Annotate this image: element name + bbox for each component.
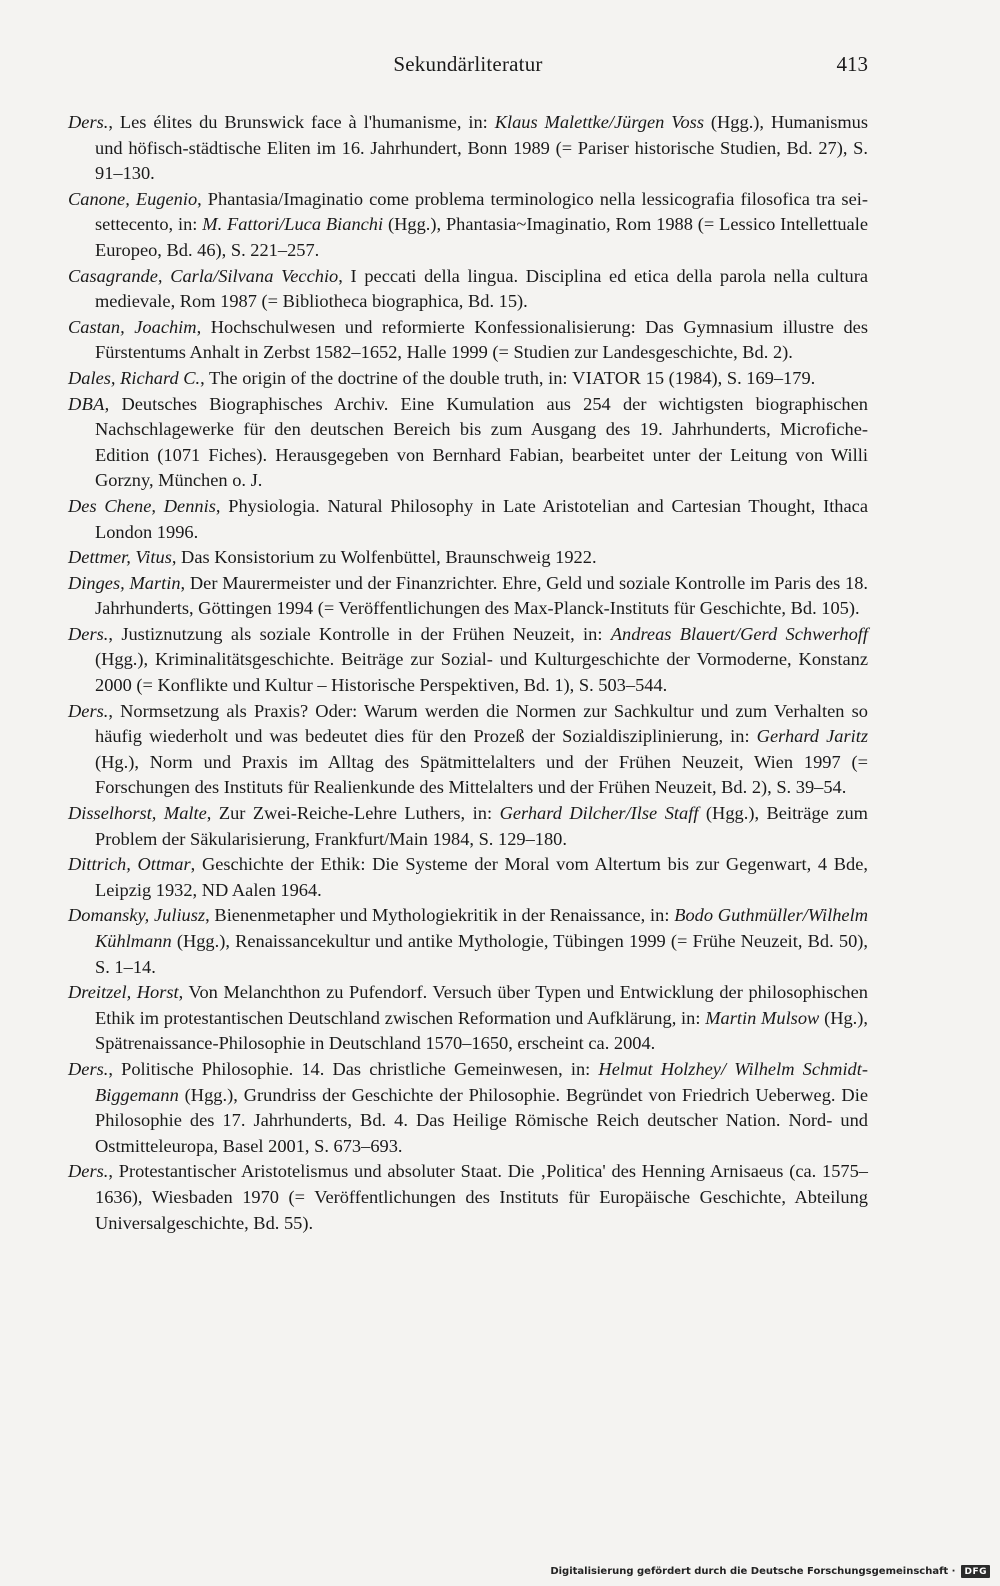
entry-text: , The origin of the doctrine of the double truth, in: [200,367,573,388]
footer-credit [550,1565,990,1578]
entry-text: , Normsetzung als Praxis? Oder: Warum werden die Normen zur Sachkultur und zum Verhalten so häufig wiederholt und was bedeutet dies für den Prozeß der Sozialdisziplinierung, in: [95,700,868,747]
entry-text: , Deutsches Biographisches Archiv. Eine Kumulation aus 254 der wichtigsten biographischen Nachschlagewerke für den deutschen Bereich bis zum Ausgang des 19. Jahrhunderts, Microfiche-Edition (1071 Fiches). Herausgegeben von Bernhard Fabian, bearbeitet unter der Leitung von Willi Gorzny, München o. J. [95,393,868,491]
entry-text: , Bienenmetapher und Mythologiekritik in der Renaissance, in: [205,905,675,926]
entry-author: Disselhorst, Malte [68,803,207,824]
bibliography-entry [68,392,868,494]
entry-text: (Hgg.), Beiträge zum Problem der Säkularisierung, Frankfurt/Main 1984, S. 129–180. [95,803,868,849]
entry-text: , Von Melanchthon zu Pufendorf. Versuch über Typen und Entwicklung der philosophischen Ethik im protestantischen Deutschland zwischen Reformation und Aufklärung, in: [95,982,868,1028]
entry-author: Dettmer, Vitus [68,547,172,568]
bibliography-entry [68,1159,868,1236]
entry-text: (Hgg.), Grundriss der Geschichte der Philosophie. Begründet von Friedrich Ueberweg. Die Philosophie des 17. Jahrhunderts, Bd. 4. Das Heilige Römische Reich deutscher Nation. Nord- und Ostmitteleuropa, Basel 2001, S. 673–693. [95,1084,868,1156]
bibliography-entry [68,571,868,622]
page-number: 413 [836,52,868,76]
bibliography-list [68,110,868,1236]
entry-author: Casagrande, Carla/Silvana Vecchio [68,265,339,286]
bibliography-entry [68,315,868,366]
entry-text: , I peccati della lingua. Disciplina ed etica della parola nella cultura medievale, Rom 1987 (= Bibliotheca biographica, Bd. 15). [95,265,869,312]
dfg-logo-icon: DFG [961,1565,990,1578]
entry-text: , Das Konsistorium zu Wolfenbüttel, Braunschweig 1922. [171,547,597,568]
entry-text: , Les élites du Brunswick face à l'humanisme, in: [108,112,495,132]
entry-author: Helmut Holzhey/ Wilhelm Schmidt-Biggemann [95,1058,868,1105]
entry-text: , Physiologia. Natural Philosophy in Late Aristotelian and Cartesian Thought, Ithaca London 1996. [95,495,868,542]
entry-author: Ders. [68,1161,109,1182]
entry-author: Gerhard Dilcher/Ilse Staff [499,803,699,824]
bibliography-entry [68,264,868,315]
entry-text: , Der Maurermeister und der Finanzrichter. Ehre, Geld und soziale Kontrolle im Paris des 18. Jahrhunderts, Göttingen 1994 (= Veröffentlichungen des Max-Planck-Instituts für Geschichte, Bd. 105). [95,572,868,619]
entry-text: (Hg.), Spätrenaissance-Philosophie in Deutschland 1570–1650, erscheint ca. 2004. [95,1007,868,1054]
entry-text: (Hgg.), Renaissancekultur und antike Mythologie, Tübingen 1999 (= Frühe Neuzeit, Bd. 50), S. 1–14. [95,931,868,977]
entry-author: Ders. [68,623,109,644]
entry-text: (Hg.), Norm und Praxis im Alltag des Spätmittelalters und der Frühen Neuzeit, Wien 1997 (= Forschungen des Instituts für Realienkunde des Mittelalters und der Frühen Neuzeit, Bd. 2), S. 39–54. [95,751,868,798]
entry-author: Martin Mulsow [705,1007,820,1028]
entry-author: DBA [68,393,105,414]
bibliography-entry [68,494,868,545]
entry-author: Dittrich, Ottmar [68,854,191,875]
entry-author: Andreas Blauert/Gerd Schwerhoff [610,623,868,644]
entry-text: , Geschichte der Ethik: Die Systeme der Moral vom Altertum bis zur Gegenwart, 4 Bde, Leipzig 1932, ND Aalen 1964. [95,854,868,900]
entry-text: , Hochschulwesen und reformierte Konfessionalisierung: Das Gymnasium illustre des Fürstentums Anhalt in Zerbst 1582–1652, Halle 1999 (= Studien zur Landesgeschichte, Bd. 2). [95,316,868,363]
entry-author: Ders. [68,1058,109,1079]
entry-author: Castan, Joachim [68,316,197,337]
entry-author: M. Fattori/Luca Bianchi [202,214,384,235]
entry-text: , Protestantischer Aristotelismus und absoluter Staat. Die ‚Politica' des Henning Arnisaeus (ca. 1575–1636), Wiesbaden 1970 (= Veröffentlichungen des Instituts für Europäische Geschichte, Abteilung Universalgeschichte, Bd. 55). [95,1161,868,1233]
bibliography-entry [68,110,868,187]
bibliography-entry [68,622,868,699]
entry-text: (Hgg.), Phantasia~Imaginatio, Rom 1988 (= Lessico Intellettuale Europeo, Bd. 46), S. 221–257. [95,214,868,260]
entry-author: Canone, Eugenio [68,188,198,209]
entry-author: Dinges, Martin [68,572,181,593]
entry-text: , Justiznutzung als soziale Kontrolle in der Frühen Neuzeit, in: [108,623,611,644]
bibliography-entry [68,852,868,903]
bibliography-entry [68,366,868,392]
entry-author: Bodo Guthmüller/Wilhelm Kühlmann [95,905,868,951]
bibliography-entry [68,801,868,852]
bibliography-entry [68,1057,868,1159]
running-head: Sekundärliteratur [393,52,543,76]
entry-text: , Phantasia/Imaginatio come problema terminologico nella lessicografia filosofica tra sei-settecento, in: [95,188,868,235]
page-header [68,52,868,86]
bibliography-entry [68,187,868,264]
bibliography-entry [68,545,868,571]
entry-author: Dreitzel, Horst [68,982,179,1003]
entry-text: , Politische Philosophie. 14. Das christliche Gemeinwesen, in: [108,1058,599,1079]
bibliography-entry [68,980,868,1057]
entry-author: Ders. [68,700,109,721]
footer-text: Digitalisierung gefördert durch die Deutsche Forschungsgemeinschaft · [550,1566,956,1577]
entry-author: Des Chene, Dennis [68,495,216,516]
entry-author: Dales, Richard C. [68,367,201,388]
entry-author: Domansky, Juliusz [68,905,206,926]
entry-author: Klaus Malettke/Jürgen Voss [494,112,704,132]
entry-text: 15 (1984), S. 169–179. [641,367,816,388]
entry-text: (Hgg.), Humanismus und höfisch-städtische Eliten im 16. Jahrhundert, Bonn 1989 (= Pariser historische Studien, Bd. 27), S. 91–130. [95,112,869,184]
bibliography-entry [68,903,868,980]
entry-journal: VIATOR [572,367,642,388]
entry-author: Gerhard Jaritz [756,726,868,747]
entry-text: , Zur Zwei-Reiche-Lehre Luthers, in: [206,803,500,824]
entry-text: (Hgg.), Kriminalitätsgeschichte. Beiträge zur Sozial- und Kulturgeschichte der Vormoderne, Konstanz 2000 (= Konflikte und Kultur – Historische Perspektiven, Bd. 1), S. 503–544. [95,649,868,696]
entry-author: Ders. [68,112,109,132]
bibliography-entry [68,699,868,801]
